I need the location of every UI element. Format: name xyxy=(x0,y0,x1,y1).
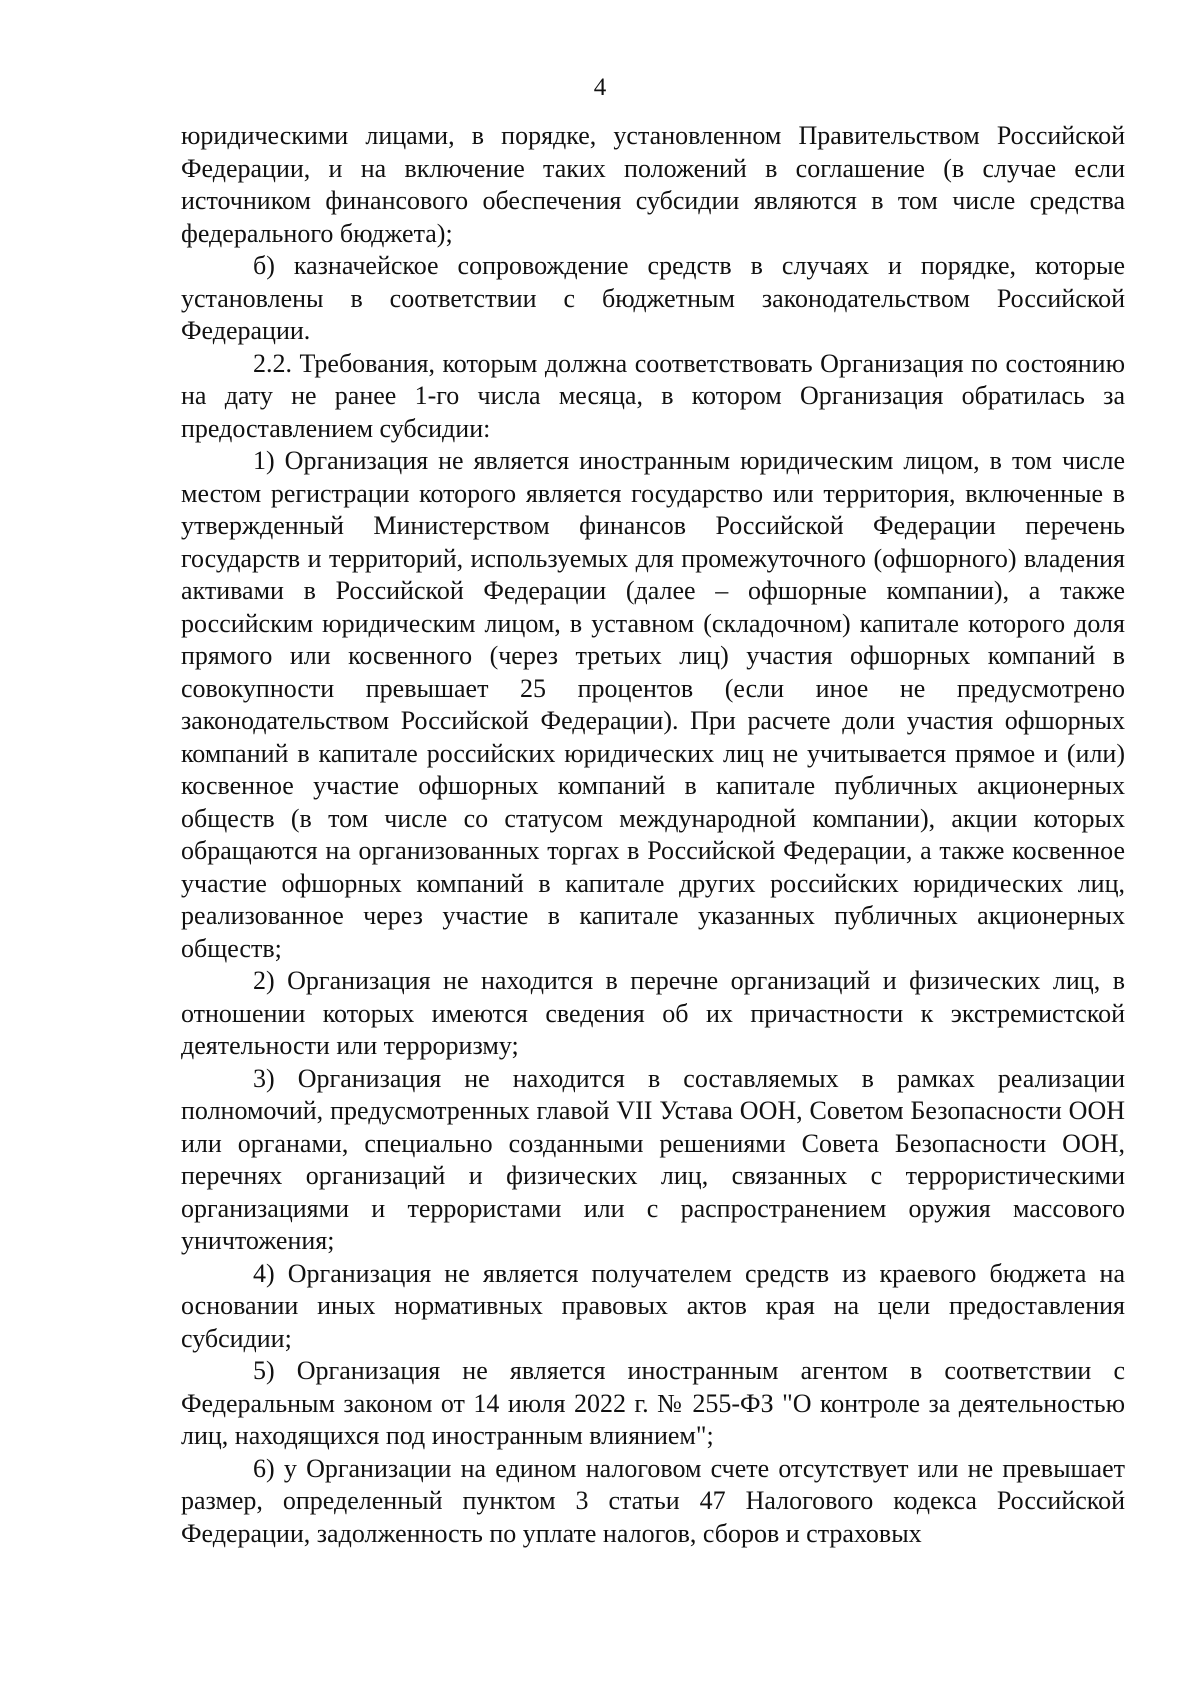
page-number: 4 xyxy=(593,74,607,101)
paragraph-item-1: 1) Организация не является иностранным юридическим лицом, в том числе местом регистрации которого является государство или территория, включенные в утвержденный Министерством финансов Российской Федерации перечень государств и территорий, используемых для промежуточного (офшорного) владения активами в Российской Федерации (далее – офшорные компании), а также российским юридическим лицом, в уставном (складочном) капитале которого доля прямого или косвенного (через третьих лиц) участия офшорных компаний в совокупности превышает 25 процентов (если иное не предусмотрено законодательством Российской Федерации). При расчете доли участия офшорных компаний в капитале российских юридических лиц не учитывается прямое и (или) косвенное участие офшорных компаний в капитале публичных акционерных обществ (в том числе со статусом международной компании), акции которых обращаются на организованных торгах в Российской Федерации, а также косвенное участие офшорных компаний в капитале других российских юридических лиц, реализованное через участие в капитале указанных публичных акционерных обществ; xyxy=(181,446,1125,963)
paragraph-section-2-2: 2.2. Требования, которым должна соответствовать Организация по состоянию на дату не ранее 1-го числа месяца, в котором Организация обратилась за предоставлением субсидии: xyxy=(181,348,1125,443)
paragraph-item-4: 4) Организация не является получателем средств из краевого бюджета на основании иных нормативных правовых актов края на цели предоставления субсидии; xyxy=(181,1258,1125,1353)
paragraph-item-5: 5) Организация не является иностранным агентом в соответствии с Федеральным законом от 14 июля 2022 г. № 255-ФЗ "О контроле за деятельностью лиц, находящихся под иностранным влиянием"; xyxy=(181,1356,1125,1450)
paragraph-item-6: 6) у Организации на едином налоговом счете отсутствует или не превышает размер, определенный пунктом 3 статьи 47 Налогового кодекса Российской Федерации, задолженность по уплате налогов, сборов и страховых xyxy=(181,1453,1125,1548)
paragraph-item-b: б) казначейское сопровождение средств в случаях и порядке, которые установлены в соответствии с бюджетным законодательством Российской Федерации. xyxy=(181,251,1125,345)
paragraph-item-3: 3) Организация не находится в составляемых в рамках реализации полномочий, предусмотренных главой VII Устава ООН, Советом Безопасности ООН или органами, специально созданными решениями Совета Безопасности ООН, перечнях организаций и физических лиц, связанных с террористическими организациями и террористами или с распространением оружия массового уничтожения; xyxy=(181,1063,1125,1255)
paragraph-continuation: юридическими лицами, в порядке, установленном Правительством Российской Федерации, и на включение таких положений в соглашение (в случае если источником финансового обеспечения субсидии являются в том числе средства федерального бюджета); xyxy=(181,121,1125,248)
paragraph-item-2: 2) Организация не находится в перечне организаций и физических лиц, в отношении которых имеются сведения об их причастности к экстремистской деятельности или терроризму; xyxy=(181,966,1125,1060)
document-body xyxy=(181,120,1125,1550)
